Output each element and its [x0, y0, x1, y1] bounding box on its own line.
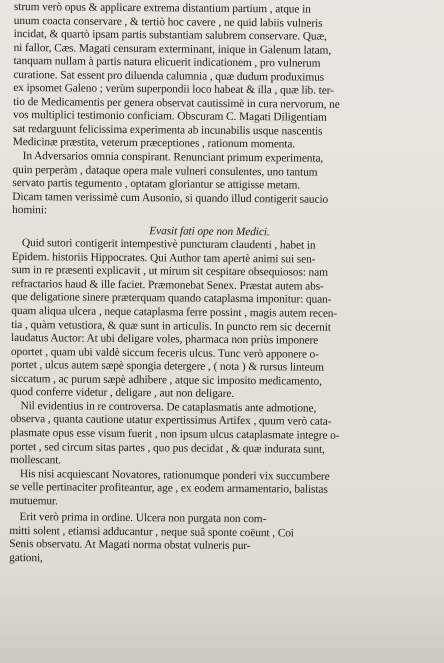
text-line: refractarios haud & ille faciet. Præmonebat Senex. Præstat autem abs-	[11, 277, 324, 293]
text-line: tia , quàm vetustiora, & quæ sunt in articulis. In puncto rem sic decernit	[11, 318, 331, 334]
text-line: mollescant.	[9, 454, 62, 467]
text-line: Nil evidentius in re controversa. De cataplasmatis ante admotione,	[20, 399, 317, 415]
text-line: quam aliqua ulcera , neque cataplasma ferre possint , magis autem recen-	[11, 305, 338, 320]
text-line: Epidem. historiis Hippocrates. Qui Author tam apertè animi sui sen-	[11, 250, 316, 266]
text-line: mutuemur.	[9, 494, 58, 508]
text-line: unum coacta conservare , & tertiò hoc cavere , ne quid labiis vulneris	[13, 14, 323, 30]
text-line: ni fallor, Cæs. Magati censuram exterminant, inique in Galenum latam,	[13, 41, 332, 57]
text-line: quod conferre videtur , deligare , aut non deligare.	[10, 386, 235, 401]
text-line: tanquam nullam à partis natura elicuerit indicationem , pro vulnerum	[13, 55, 321, 70]
text-line: Quid sutori contigerit intempestivè puncturam claudenti , habet in	[21, 237, 316, 252]
text-line: curatione. Sat essent pro diluenda calumnia , quæ dudum produximus	[13, 68, 325, 84]
text-line: oportet , quam ubi valdè siccum feceris ulcus. Tunc verò apponere o-	[10, 345, 319, 361]
text-line: plasmate opus esse visum fuerit , non ipsum ulcus cataplasmate integre o-	[10, 426, 340, 442]
text-line: Senis observatu. At Magati norma obstat vulneris pur-	[9, 538, 251, 553]
text-line: homini:	[12, 204, 47, 217]
text-line: mitti solent , etiamsi adducantur , neque suâ sponte coëunt , Coi	[9, 524, 294, 540]
text-line: portet , sed circum sitas partes , quo pus decidat , & quæ indurata sunt,	[10, 440, 325, 456]
text-line: incidat, & quartò ipsam partis substantiam salubrem conservare. Quæ,	[13, 28, 327, 43]
text-line: se velle pertinaciter profiteantur, age , ex eodem armamentario, balistas	[9, 481, 328, 496]
text-line: Erit verò prima in ordine. Ulcera non purgata non com-	[19, 511, 267, 526]
text-line: que deligatione sinere præterquam quando cataplasma imponitur: quan-	[11, 291, 332, 307]
text-line: In Adversarios omnia conspirant. Renunciant primum experimenta,	[22, 150, 324, 165]
text-line: strum verò opus & applicare extrema distantium partium , atque in	[13, 1, 311, 16]
text-line: sat redarguunt felicissima experimenta ab incunabilis usque nascentis	[12, 122, 323, 138]
text-line: vos multiplici testimonio conficiam. Obscuram C. Magati Diligentiam	[12, 109, 327, 125]
text-line: laudatus Auctor: At ubi deligare voles, pharmaca non priùs imponere	[11, 332, 319, 347]
text-line: portet , ulcus autem sæpè spongia detergere , ( nota ) & rursus linteum	[10, 359, 325, 374]
text-line: observa , quanta cautione utatur expertissimus Artifex , quum verò cata-	[10, 413, 332, 429]
text-line: His nisi acquiescant Novatores, rationumque ponderi vix succumbere	[19, 467, 330, 483]
text-line: Medicinæ præstita, veterum præceptiones , rationum momenta.	[12, 136, 296, 151]
text-line: sum in re præsenti explicavit , ut mirum sit cespitare obsequiosos: nam	[11, 264, 328, 280]
page-text	[9, 1, 444, 569]
text-line: ex ipsomet Galeno ; verùm superpondii loco habeat & illa , quæ lib. ter-	[13, 82, 334, 98]
text-line: tio de Medicamentis per genera observat cautissimè in cura nervorum, ne	[13, 95, 340, 111]
text-line: quin perperàm , dataque opera male vulneri consulentes, uno tantum	[12, 163, 318, 179]
text-line: gationi,	[9, 551, 43, 565]
text-line: Dicam tamen verissimè cum Ausonio, si quando illud contigerit saucio	[12, 190, 329, 206]
text-line: Evasit fati ope non Medici.	[149, 224, 270, 238]
text-line: siccatum , ac purum sæpè adhibere , atque sic imposito medicamento,	[10, 372, 322, 388]
text-line: servato partis tegumento , optatam gloriantur se attigisse metam.	[12, 177, 301, 192]
